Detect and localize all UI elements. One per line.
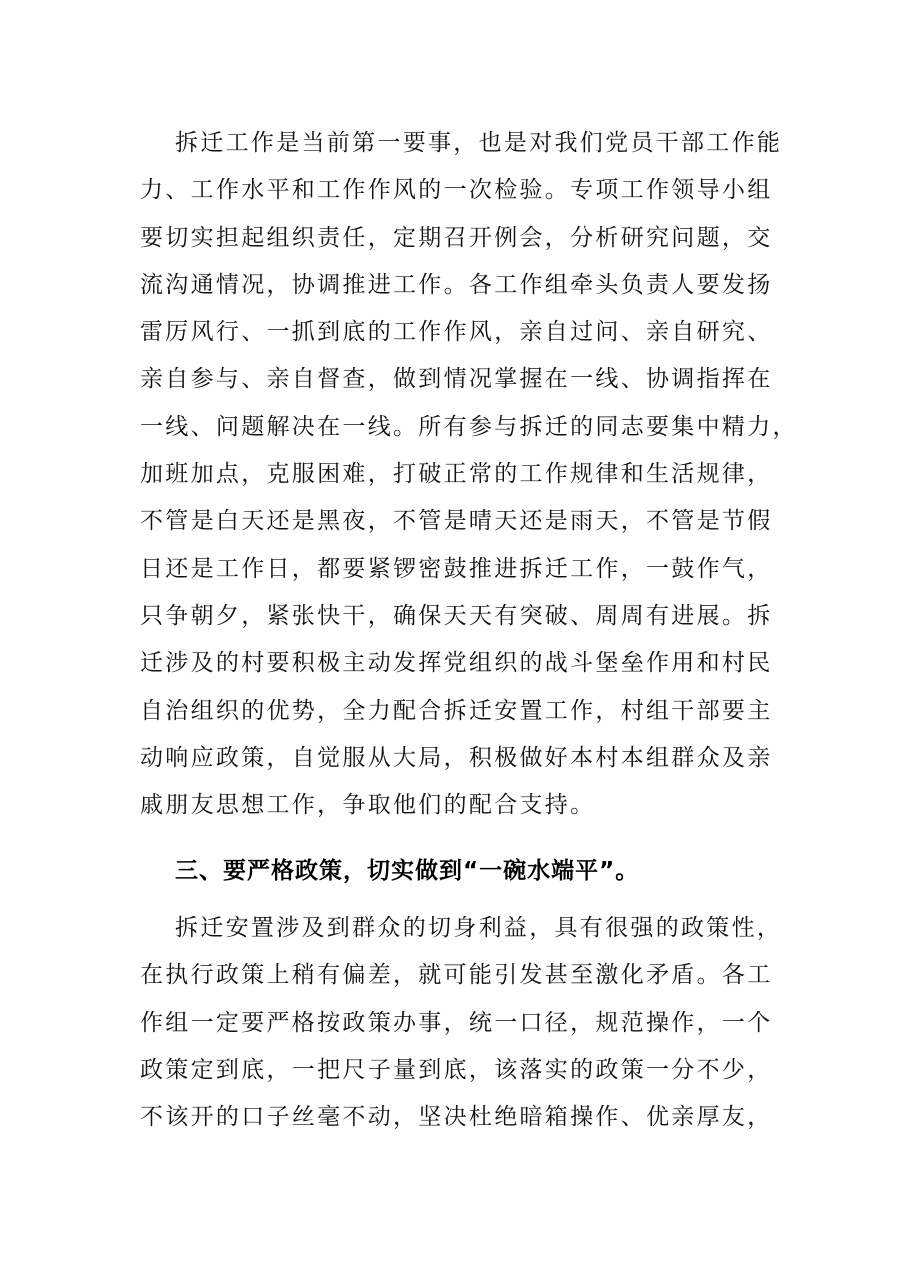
- paragraph-line: 只争朝夕，紧张快干，确保天天有突破、周周有进展。拆: [140, 602, 773, 629]
- paragraph-line: 拆迁工作是当前第一要事，也是对我们党员干部工作能: [175, 130, 783, 156]
- paragraph-line: 不该开的口子丝毫不动，坚决杜绝暗箱操作、优亲厚友，: [140, 1104, 773, 1131]
- paragraph-line: 作组一定要严格按政策办事，统一口径，规范操作，一个: [140, 1009, 773, 1036]
- paragraph-line: 日还是工作日，都要紧锣密鼓推进拆迁工作，一鼓作气，: [140, 555, 773, 582]
- paragraph-line: 不管是白天还是黑夜，不管是晴天还是雨天，不管是节假: [140, 508, 773, 535]
- paragraph-2: [140, 905, 783, 1141]
- paragraph-line: 流沟通情况，协调推进工作。各工作组牵头负责人要发扬: [140, 271, 773, 298]
- paragraph-line: 拆迁安置涉及到群众的切身利益，具有很强的政策性，: [175, 915, 783, 941]
- paragraph-line: 要切实担起组织责任，定期召开例会，分析研究问题，交: [140, 224, 773, 251]
- paragraph-line: 力、工作水平和工作作风的一次检验。专项工作领导小组: [140, 177, 773, 204]
- paragraph-1: [140, 120, 798, 829]
- paragraph-line: 动响应政策，自觉服从大局，积极做好本村本组群众及亲: [140, 744, 773, 771]
- section-heading: 三、要严格政策，切实做到“一碗水端平”。: [175, 858, 640, 884]
- paragraph-line: 一线、问题解决在一线。所有参与拆迁的同志要集中精力，: [140, 413, 798, 440]
- paragraph-line: 亲自参与、亲自督查，做到情况掌握在一线、协调指挥在: [140, 366, 773, 393]
- paragraph-line: 雷厉风行、一抓到底的工作作风，亲自过问、亲自研究、: [140, 319, 773, 346]
- paragraph-line: 迁涉及的村要积极主动发挥党组织的战斗堡垒作用和村民: [140, 650, 773, 677]
- paragraph-line: 自治组织的优势，全力配合拆迁安置工作，村组干部要主: [140, 697, 773, 724]
- paragraph-line: 政策定到底，一把尺子量到底，该落实的政策一分不少，: [140, 1056, 773, 1083]
- paragraph-line: 加班加点，克服困难，打破正常的工作规律和生活规律，: [140, 461, 773, 488]
- paragraph-line: 戚朋友思想工作，争取他们的配合支持。: [140, 792, 596, 819]
- paragraph-line: 在执行政策上稍有偏差，就可能引发甚至激化矛盾。各工: [140, 962, 773, 989]
